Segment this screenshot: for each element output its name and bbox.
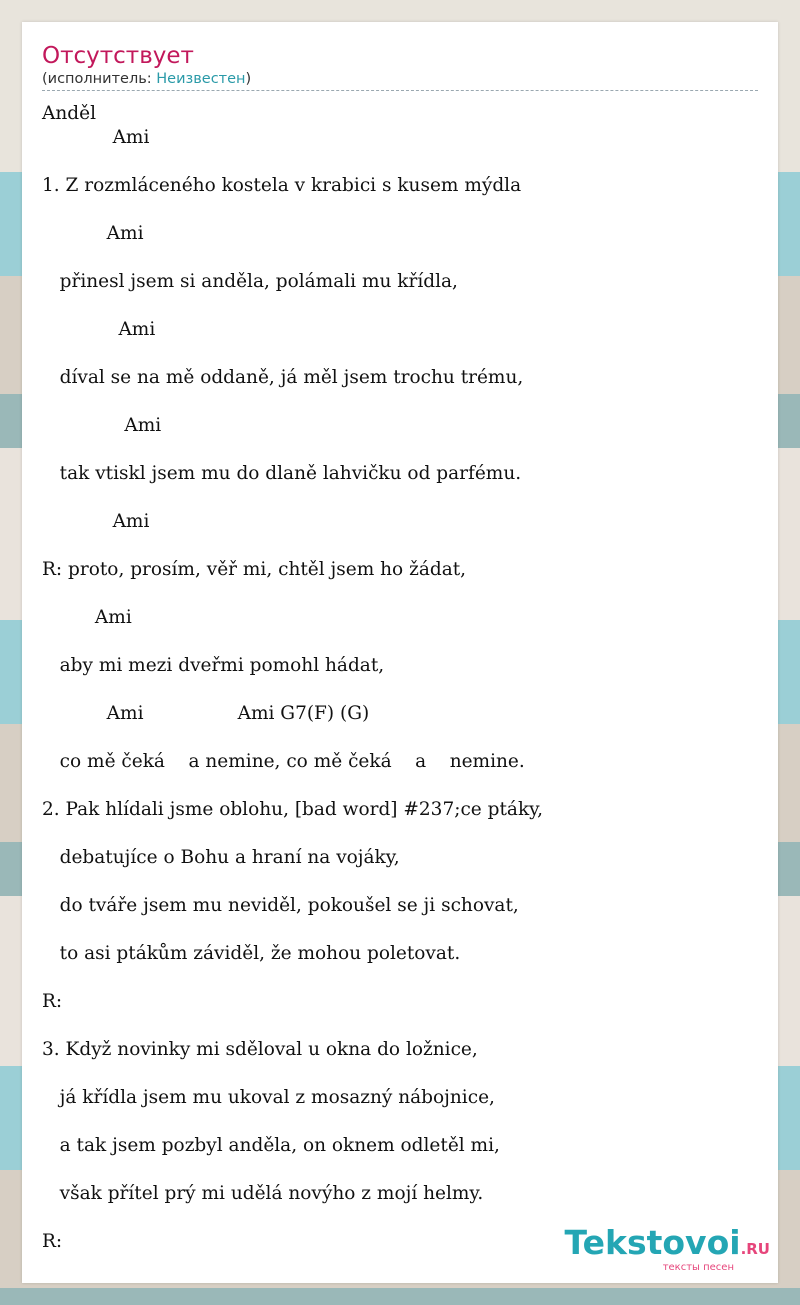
lyric-line: co mě čeká a nemine, co mě čeká a nemine. — [42, 751, 525, 772]
lyric-line: do tváře jsem mu neviděl, pokoušel se ji schovat, — [42, 895, 519, 916]
lyric-line: aby mi mezi dveřmi pomohl hádat, — [42, 655, 385, 676]
lyric-line — [42, 630, 758, 654]
logo-tagline: тексты песен — [662, 1262, 734, 1273]
artist-suffix: ) — [245, 71, 252, 87]
lyric-line — [42, 1158, 758, 1182]
lyric-line: Ami — [42, 607, 132, 628]
song-title: Отсутствует — [42, 43, 194, 69]
artist-prefix: (исполнитель: — [42, 71, 157, 87]
lyric-line — [42, 390, 758, 414]
lyric-line: R: — [42, 1231, 63, 1252]
artist-line — [42, 71, 251, 87]
lyric-line: a tak jsem pozbyl anděla, on oknem odletěl mi, — [42, 1135, 500, 1156]
lyric-line — [42, 822, 758, 846]
lyric-line: Ami — [42, 415, 162, 436]
lyric-line — [42, 1110, 758, 1134]
lyrics-body — [42, 102, 758, 1254]
lyric-line: tak vtiskl jsem mu do dlaně lahvičku od parfému. — [42, 463, 522, 484]
lyric-line — [42, 246, 758, 270]
lyric-line — [42, 486, 758, 510]
lyric-line: 1. Z rozmláceného kostela v krabici s kusem mýdla — [42, 175, 522, 196]
lyric-line — [42, 1014, 758, 1038]
logo-tld: .RU — [740, 1240, 770, 1258]
lyric-line: Ami — [42, 223, 144, 244]
lyric-line — [42, 678, 758, 702]
site-logo[interactable] — [564, 1223, 770, 1273]
lyric-line — [42, 870, 758, 894]
lyric-line: díval se na mě oddaně, já měl jsem trochu trému, — [42, 367, 524, 388]
lyric-line: Ami — [42, 319, 156, 340]
lyric-line — [42, 582, 758, 606]
lyric-line: R: proto, prosím, věř mi, chtěl jsem ho žádat, — [42, 559, 467, 580]
logo-text — [564, 1223, 770, 1265]
lyrics-card — [22, 22, 778, 1283]
lyric-line: R: — [42, 991, 63, 1012]
lyric-line — [42, 774, 758, 798]
lyric-line: 2. Pak hlídali jsme oblohu, [bad word] #237;ce ptáky, — [42, 799, 544, 820]
lyric-line — [42, 150, 758, 174]
lyric-line — [42, 198, 758, 222]
background-stripe — [0, 1288, 800, 1305]
lyric-line: to asi ptákům záviděl, že mohou poletovat. — [42, 943, 461, 964]
lyric-line — [42, 918, 758, 942]
lyric-line — [42, 294, 758, 318]
lyric-line — [42, 342, 758, 366]
lyric-line — [42, 534, 758, 558]
lyric-line: Ami — [42, 127, 150, 148]
lyric-line: Ami — [42, 511, 150, 532]
lyric-line — [42, 1062, 758, 1086]
lyric-line: debatujíce o Bohu a hraní na vojáky, — [42, 847, 400, 868]
lyric-line: však přítel prý mi udělá novýho z mojí helmy. — [42, 1183, 484, 1204]
title-separator — [42, 90, 758, 91]
lyric-line: přinesl jsem si anděla, polámali mu křídla, — [42, 271, 458, 292]
lyric-line: Ami Ami G7(F) (G) — [42, 703, 370, 724]
lyric-line: Anděl — [42, 103, 96, 124]
lyric-line: já křídla jsem mu ukoval z mosazný nábojnice, — [42, 1087, 495, 1108]
lyric-line — [42, 726, 758, 750]
artist-link[interactable]: Неизвестен — [156, 71, 246, 87]
lyric-line — [42, 438, 758, 462]
lyric-line: 3. Když novinky mi sděloval u okna do ložnice, — [42, 1039, 478, 1060]
lyric-line — [42, 966, 758, 990]
logo-wordmark: Tekstovoi — [564, 1223, 741, 1262]
